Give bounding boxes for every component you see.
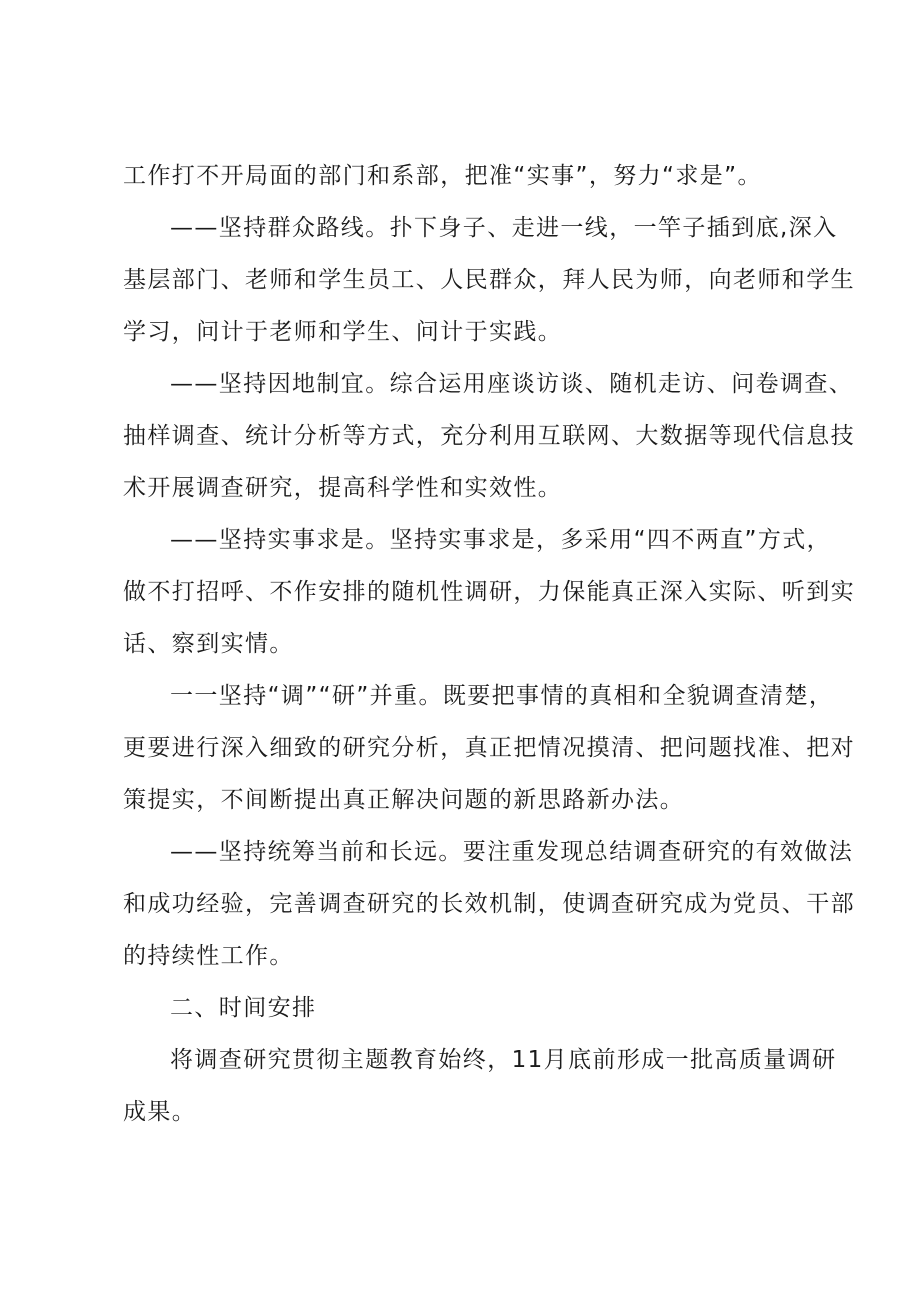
paragraph-line-15: 和成功经验，完善调查研究的长效机制，使调查研究成为党员、干部 [123,891,855,917]
paragraph-line-8: ——坚持实事求是。坚持实事求是，多采用“四不两直”方式， [170,527,832,553]
section-heading: 二、时间安排 [170,995,317,1021]
paragraph-line-18: 将调查研究贯彻主题教育始终，11月底前形成一批高质量调研 [170,1047,837,1073]
paragraph-line-13: 策提实，不间断提出真正解决问题的新思路新办法。 [123,787,685,813]
paragraph-line-19: 成果。 [123,1099,197,1125]
paragraph-line-3: 基层部门、老师和学生员工、人民群众，拜人民为师，向老师和学生 [123,267,855,293]
paragraph-line-7: 术开展调查研究，提高科学性和实效性。 [123,475,563,501]
paragraph-line-10: 话、察到实情。 [123,631,294,657]
paragraph-line-4: 学习，问计于老师和学生、问计于实践。 [123,319,563,345]
paragraph-line-16: 的持续性工作。 [123,943,294,969]
paragraph-line-1: 工作打不开局面的部门和系部，把准“实事”，努力“求是”。 [123,163,762,189]
paragraph-line-14: ——坚持统筹当前和长远。要注重发现总结调查研究的有效做法 [170,839,854,865]
paragraph-line-2: ——坚持群众路线。扑下身子、走进一线，一竿子插到底,深入 [170,215,838,241]
paragraph-line-5: ——坚持因地制宜。综合运用座谈访谈、随机走访、问卷调查、 [170,371,854,397]
paragraph-line-11: 一一坚持“调”“研”并重。既要把事情的真相和全貌调查清楚， [170,683,834,709]
paragraph-line-9: 做不打招呼、不作安排的随机性调研，力保能真正深入实际、听到实 [123,579,855,605]
paragraph-line-6: 抽样调查、统计分析等方式，充分利用互联网、大数据等现代信息技 [123,423,855,449]
paragraph-line-12: 更要进行深入细致的研究分析，真正把情况摸清、把问题找准、把对 [123,735,855,761]
